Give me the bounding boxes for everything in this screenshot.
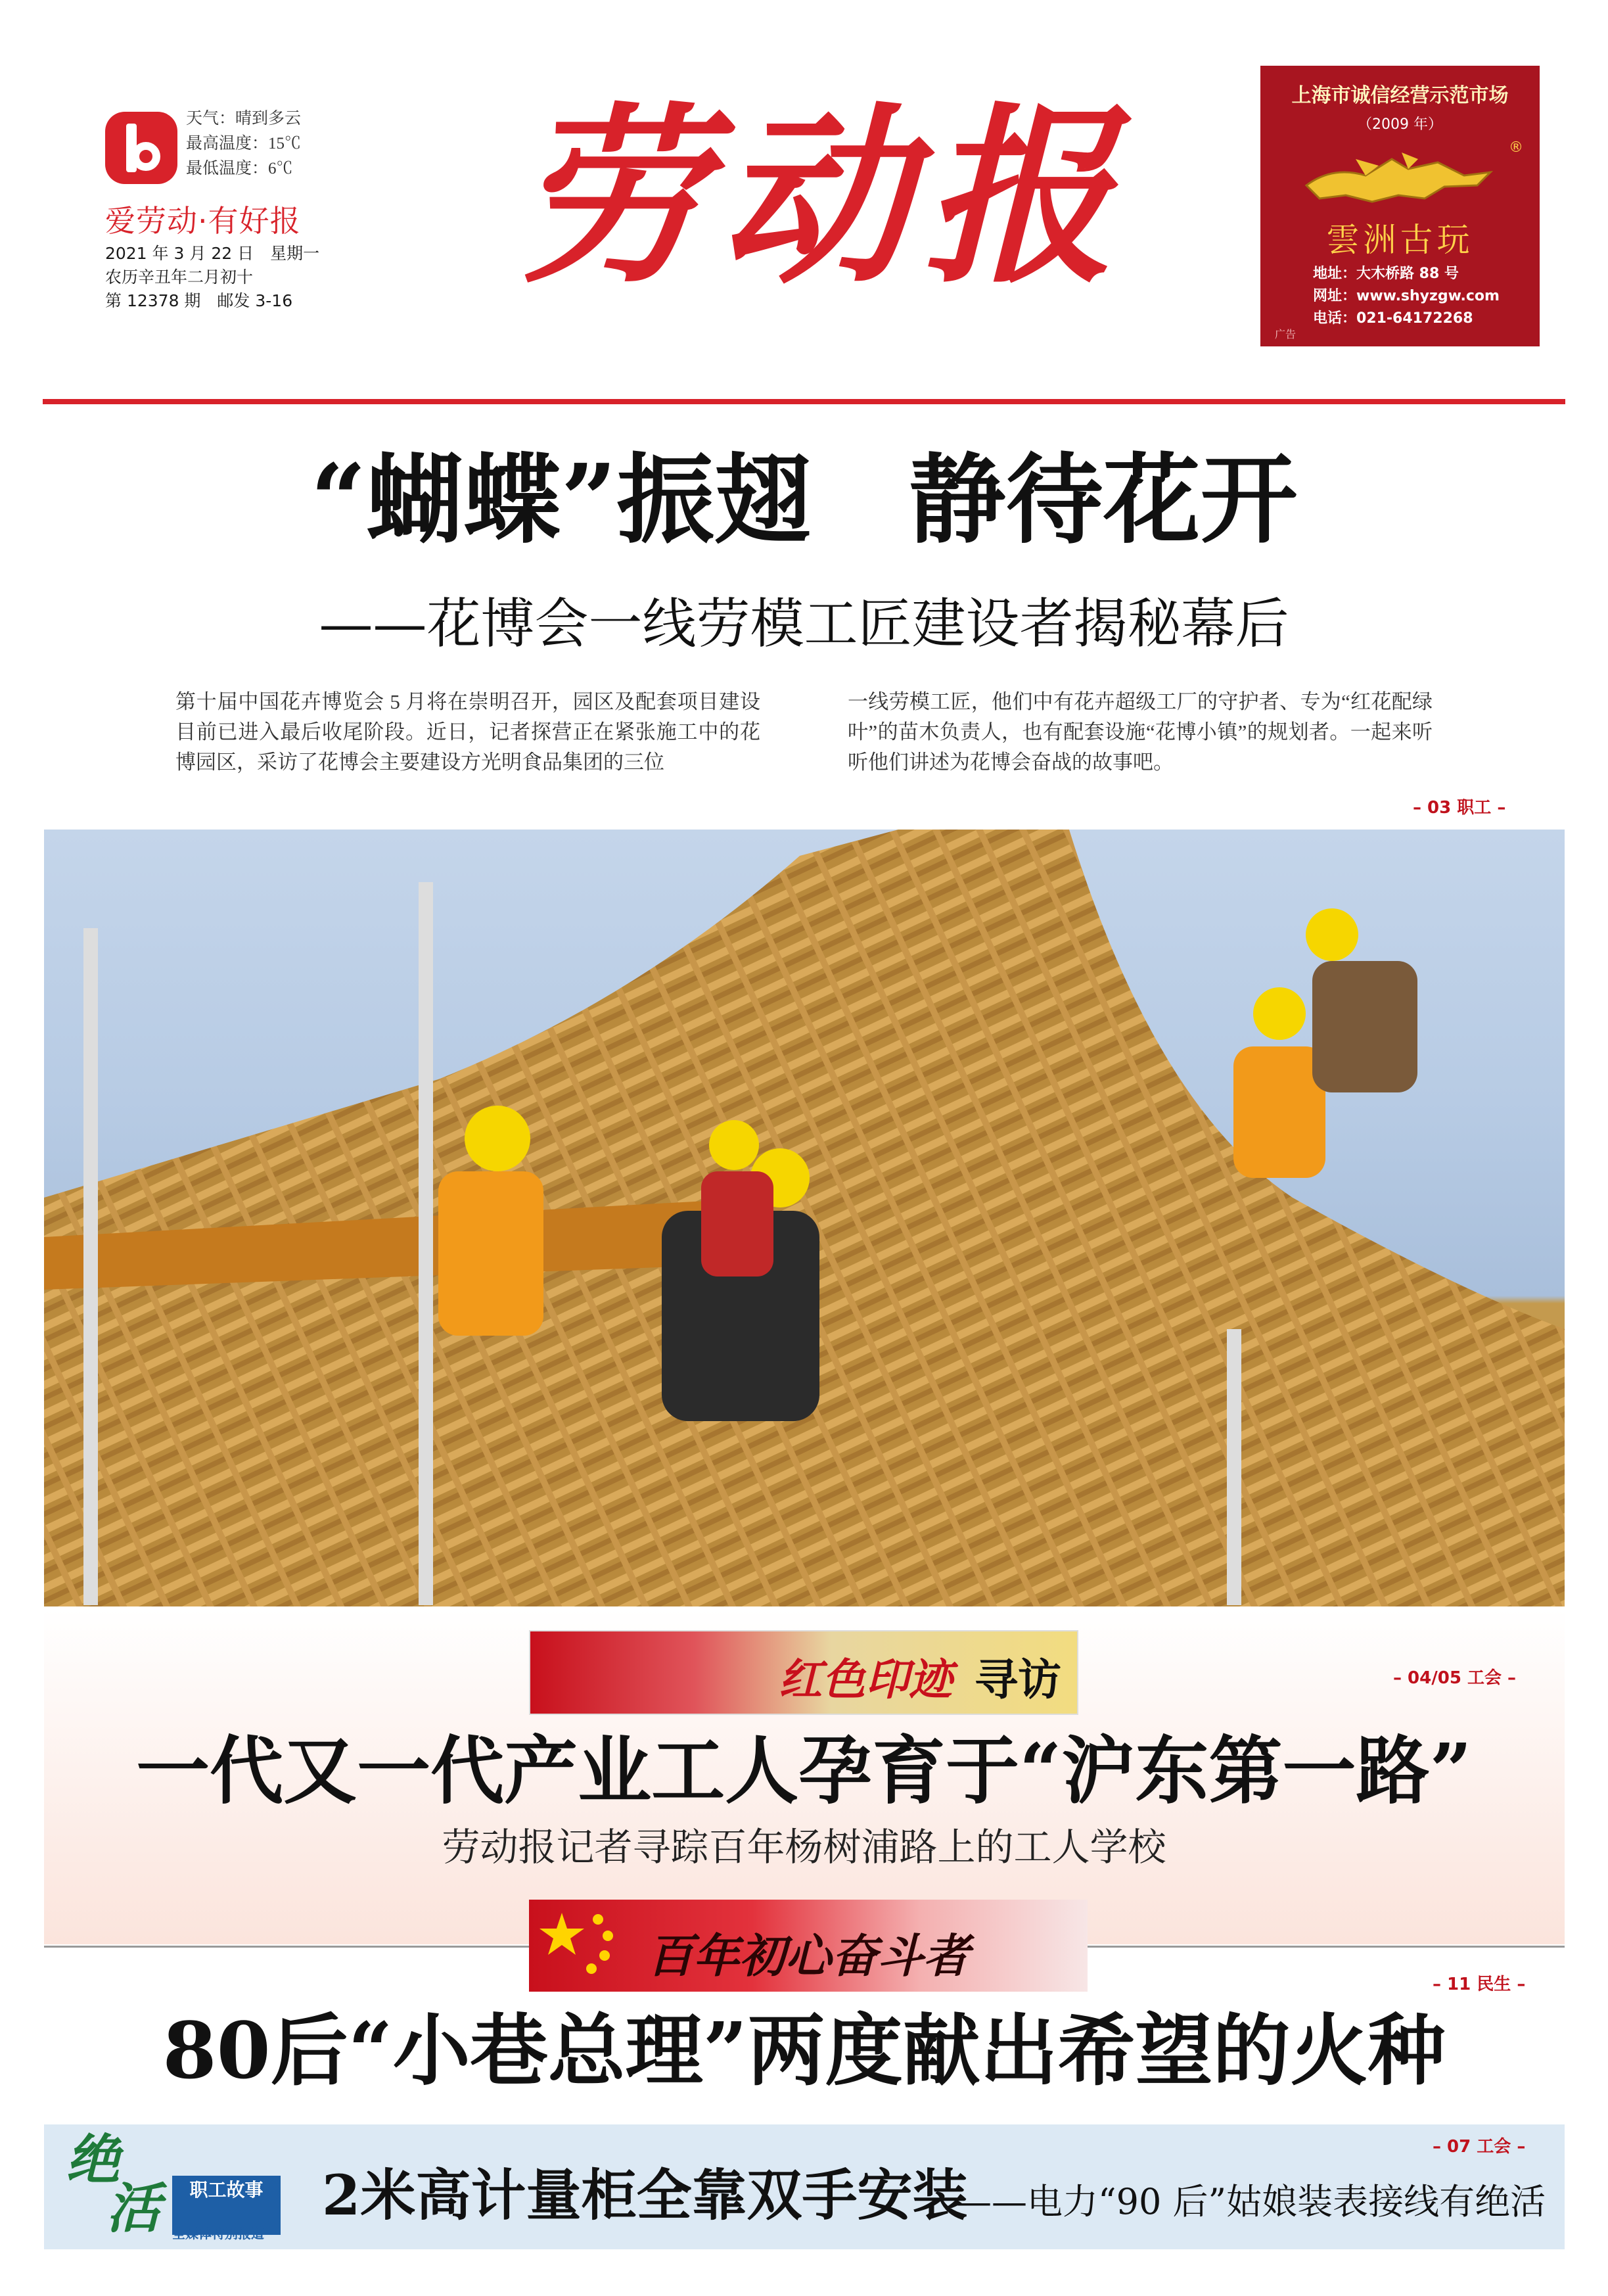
- masthead-title: 劳动报: [516, 85, 1127, 309]
- banner2-text: 百年初心奋斗者: [647, 1929, 969, 1983]
- story2-page-ref[interactable]: – 04/05 工会 –: [1393, 1668, 1517, 1688]
- weather-line: 天气：晴到多云: [186, 110, 302, 128]
- weather-box: [186, 106, 301, 181]
- newspaper-logo: [105, 112, 177, 184]
- lead-body-col1: 第十届中国花卉博览会 5 月将在崇明召开，园区及配套项目建设目前已进入最后收尾阶段。近日，记者探营正在紧张施工中的花博园区，采访了花博会主要建设方光明食品集团的三位: [175, 690, 760, 774]
- story3-headline[interactable]: 80后“小巷总理”两度献出希望的火种: [162, 2005, 1446, 2096]
- story4-page-ref[interactable]: – 07 工会 –: [1433, 2137, 1526, 2157]
- masthead-divider: [43, 399, 1565, 404]
- centennial-banner: [529, 1900, 1088, 1992]
- story2-headline[interactable]: 一代又一代产业工人孕育于“沪东第一路”: [136, 1728, 1472, 1814]
- registered-mark: ®: [1509, 139, 1523, 156]
- story4-headline[interactable]: 2米高计量柜全靠双手安装: [322, 2163, 968, 2228]
- lead-subhead: ——花博会一线劳模工匠建设者揭秘幕后: [319, 593, 1289, 655]
- ad-contact: [1313, 263, 1500, 330]
- issue-line: 第 12378 期 邮发 3-16: [105, 291, 293, 310]
- story2-subhead: 劳动报记者寻踪百年杨树浦路上的工人学校: [442, 1825, 1166, 1869]
- lead-photo: [44, 830, 1565, 1606]
- ad-brand: 雲洲古玩: [1326, 221, 1474, 259]
- ad-address: 地址：大木桥路 88 号: [1313, 266, 1459, 282]
- flag-star-icon: [536, 1906, 621, 1979]
- lead-page-ref[interactable]: – 03 职工 –: [1413, 798, 1506, 818]
- skill-char1: 绝: [66, 2128, 120, 2191]
- horse-logo-icon: [1293, 139, 1504, 218]
- date-info: [105, 242, 319, 313]
- ad-year: （2009 年）: [1358, 116, 1442, 133]
- ad-tag: 广告: [1275, 328, 1297, 340]
- skill-tag: 职工故事: [172, 2176, 281, 2235]
- story3-page-ref[interactable]: – 11 民生 –: [1433, 1975, 1526, 1994]
- logo-b-icon: [126, 124, 162, 172]
- banner-black-text: 寻访: [975, 1654, 1061, 1705]
- weather-low: 最低温度：6℃: [186, 160, 293, 177]
- lunar-date-line: 农历辛丑年二月初十: [105, 268, 254, 287]
- skill-subtag: 全媒体特别报道: [172, 2226, 264, 2241]
- ad-title: 上海市诚信经营示范市场: [1291, 84, 1509, 107]
- date-line: 2021 年 3 月 22 日 星期一: [105, 244, 320, 263]
- antique-market-ad[interactable]: [1260, 66, 1540, 346]
- skill-badge: [60, 2130, 284, 2241]
- weather-high: 最高温度：15℃: [186, 135, 302, 152]
- ad-phone: 电话：021-64172268: [1313, 310, 1473, 327]
- lead-body-col2: 一线劳模工匠，他们中有花卉超级工厂的守护者、专为“红花配绿叶”的苗木负责人，也有配套设施“花博小镇”的规划者。一起来听听他们讲述为花博会奋战的故事吧。: [848, 690, 1433, 774]
- skill-char2: 活: [106, 2177, 160, 2240]
- lead-headline[interactable]: “蝴蝶”振翅 静待花开: [310, 442, 1298, 557]
- slogan: 爱劳动·有好报: [105, 203, 301, 239]
- bamboo-structure-photo: [44, 830, 1565, 1606]
- ad-website[interactable]: 网址：www.shyzgw.com: [1313, 288, 1500, 304]
- story4-subhead: ——电力“90 后”姑娘装表接线有绝活: [956, 2181, 1546, 2222]
- red-trail-banner: [529, 1630, 1078, 1715]
- banner-red-text: 红色印迹: [779, 1654, 952, 1705]
